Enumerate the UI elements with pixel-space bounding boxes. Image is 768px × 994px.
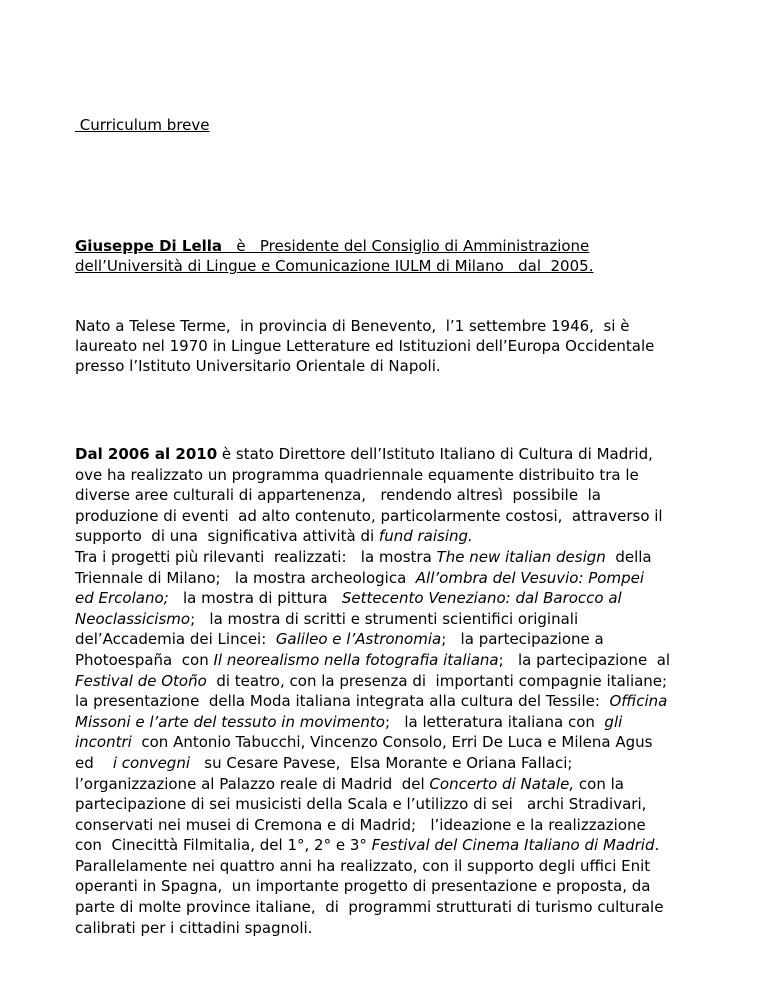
career-italic: ed Ercolano; — [75, 589, 169, 608]
career-line — [75, 568, 715, 589]
career-line: operanti in Spagna, un importante progetto di presentazione e proposta, da — [75, 877, 651, 896]
career-italic: Il neorealismo nella fotografia italiana — [213, 650, 499, 669]
bio-line: presso l’Istituto Universitario Orientale di Napoli. — [75, 357, 441, 375]
career-line: diverse aree culturali di appartenenza, rendendo altresì possibile la — [75, 486, 601, 505]
career-line — [75, 753, 715, 774]
document-heading: Curriculum breve — [75, 116, 210, 134]
person-name: Giuseppe Di Lella — [75, 237, 223, 255]
career-paragraph — [75, 444, 715, 938]
career-line — [75, 671, 715, 692]
career-text: su Cesare Pavese, Elsa Morante e Oriana Fallaci; — [190, 753, 573, 772]
career-line — [75, 691, 715, 712]
career-line — [75, 650, 715, 671]
career-italic: fund raising. — [378, 527, 473, 546]
career-line — [75, 547, 715, 568]
career-italic: The new italian design — [436, 547, 606, 566]
career-italic: gli — [604, 712, 623, 731]
career-line: partecipazione di sei musicisti della Scala e l’utilizzo di sei archi Stradivari, — [75, 795, 647, 814]
career-line — [75, 588, 715, 609]
career-text: ; la partecipazione al — [498, 650, 671, 669]
career-text: l’organizzazione al Palazzo reale di Madrid del — [75, 774, 430, 793]
career-line — [75, 774, 715, 795]
career-italic: incontri — [75, 733, 132, 752]
career-text: del’Accademia dei Lincei: — [75, 630, 276, 649]
career-text: con la — [574, 774, 624, 793]
career-line — [75, 629, 715, 650]
career-text: supporto di una significativa attività di — [75, 527, 379, 546]
career-text: della — [605, 547, 652, 566]
career-line: Parallelamente nei quattro anni ha realizzato, con il supporto degli uffici Enit — [75, 856, 651, 875]
career-italic: i convegni — [112, 753, 190, 772]
career-text: la mostra di pittura — [168, 589, 342, 608]
career-line — [75, 712, 715, 733]
career-text: . — [654, 836, 660, 855]
career-text: ed — [75, 753, 113, 772]
career-italic: Settecento Veneziano: dal Barocco al — [341, 589, 622, 608]
bio-line: laureato nel 1970 in Lingue Letterature ed Istituzioni dell’Europa Occidentale — [75, 337, 655, 355]
career-italic: Neoclassicismo — [75, 609, 191, 628]
bio-paragraph — [75, 316, 715, 376]
career-line: parte di molte province italiane, di programmi strutturati di turismo culturale — [75, 898, 664, 917]
career-line: ove ha realizzato un programma quadriennale equamente distribuito tra le — [75, 465, 639, 484]
career-italic: All’ombra del Vesuvio: Pompei — [415, 568, 645, 587]
career-line — [75, 609, 715, 630]
career-line: produzione di eventi ad alto contenuto, particolarmente costosi, attraverso il — [75, 506, 663, 525]
career-text: Tra i progetti più rilevanti realizzati: la mostra — [75, 547, 437, 566]
career-italic: Festival del Cinema Italiano di Madrid — [371, 836, 655, 855]
intro-paragraph — [75, 236, 715, 276]
career-line: calibrati per i cittadini spagnoli. — [75, 918, 313, 937]
career-text: è stato Direttore dell’Istituto Italiano di Cultura di Madrid, — [217, 445, 653, 463]
intro-line-1-rest: è Presidente del Consiglio di Amministrazione — [222, 237, 590, 255]
career-italic: Missoni e l’arte del tessuto in movimento — [75, 712, 385, 731]
career-line — [75, 444, 715, 465]
intro-line-2: dell’Università di Lingue e Comunicazione IULM di Milano dal 2005. — [75, 257, 594, 275]
career-line — [75, 732, 715, 753]
career-italic: Officina — [609, 692, 668, 711]
career-text: la presentazione della Moda italiana integrata alla cultura del Tessile: — [75, 692, 610, 711]
career-text: di teatro, con la presenza di importanti compagnie italiane; — [206, 671, 668, 690]
career-italic: Festival de Otoño — [75, 671, 207, 690]
career-text: Triennale di Milano; la mostra archeologica — [75, 568, 416, 587]
career-text: ; la partecipazione a — [441, 630, 604, 649]
career-line — [75, 835, 715, 856]
career-period: Dal 2006 al 2010 — [75, 445, 218, 463]
bio-line: Nato a Telese Terme, in provincia di Benevento, l’1 settembre 1946, si è — [75, 317, 630, 335]
career-line — [75, 526, 715, 547]
career-text: ; la letteratura italiana con — [384, 712, 605, 731]
career-text: con Cinecittà Filmitalia, del 1°, 2° e 3° — [75, 836, 372, 855]
career-text: con Antonio Tabucchi, Vincenzo Consolo, Erri De Luca e Milena Agus — [131, 733, 653, 752]
career-text: Photoespaña con — [75, 650, 214, 669]
career-italic: Galileo e l’Astronomia — [275, 630, 442, 649]
intro-line-1 — [75, 236, 715, 256]
career-text: ; la mostra di scritti e strumenti scientifici originali — [190, 609, 579, 628]
career-italic: Concerto di Natale, — [429, 774, 575, 793]
career-line: conservati nei musei di Cremona e di Madrid; l’ideazione e la realizzazione — [75, 815, 646, 834]
